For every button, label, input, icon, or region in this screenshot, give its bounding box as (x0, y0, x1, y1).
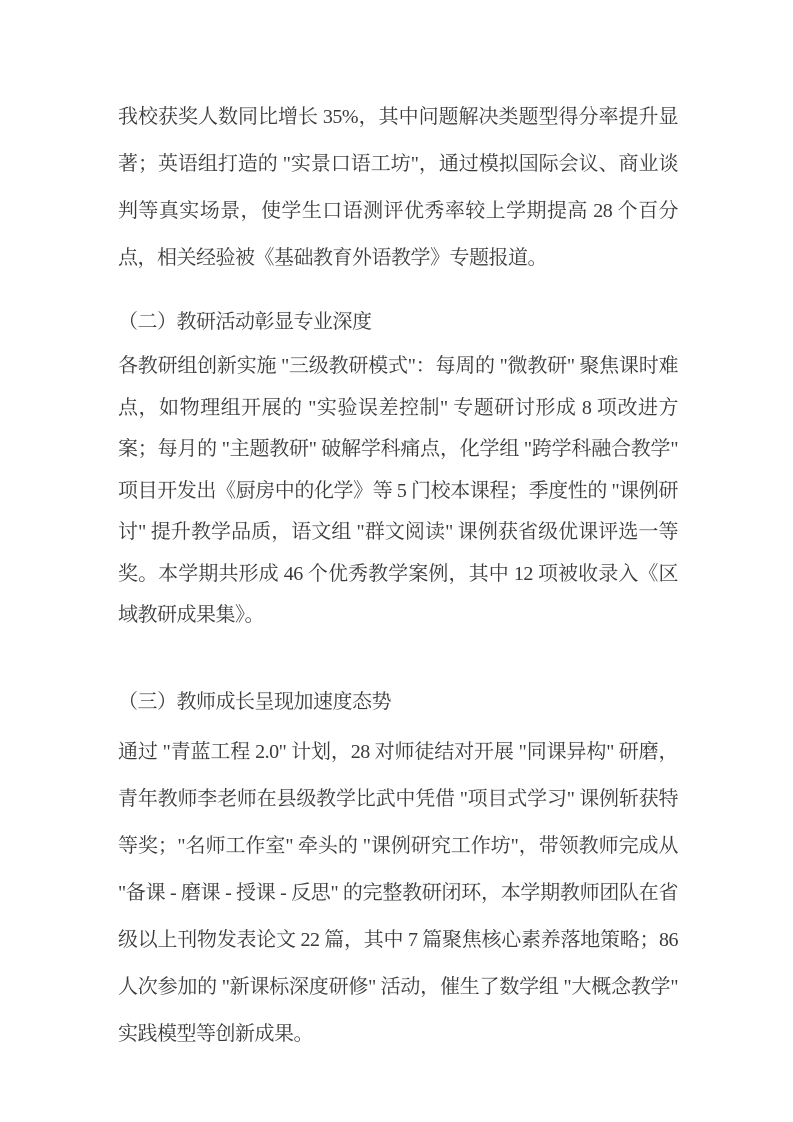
section-3-heading: （三）教师成长呈现加速度态势 (118, 690, 391, 713)
section-3-body: 通过 "青蓝工程 2.0" 计划，28 对师徒结对开展 "同课异构" 研磨，青年教师李老师在县级教学比武中凭借 "项目式学习" 课例斩获特等奖；"名师工作室" 牵头的 "课例研究工作坊"，带领教师完成从 "备课 - 磨课 - 授课 - 反思" 的完整教研闭环，本学期教师团队在省级以上刊物发表论文 22 篇，其中 7 篇聚焦核心素养落地策略；86 人次参加的 "新课标深度研修" 活动，催生了数学组 "大概念教学" 实践模型等创新成果。 (118, 740, 678, 1045)
section-2-body: 各教研组创新实施 "三级教研模式"：每周的 "微教研" 聚焦课时难点，如物理组开展的 "实验误差控制" 专题研讨形成 8 项改进方案；每月的 "主题教研" 破解学科痛点，化学组 "跨学科融合教学" 项目开发出《厨房中的化学》等 5 门校本课程；季度性的 "课例研讨" 提升教学品质，语文组 "群文阅读" 课例获省级优课评选一等奖。本学期共形成 46 个优秀教学案例，其中 12 项被收录入《区域教研成果集》。 (118, 355, 678, 626)
section-2-heading: （二）教研活动彰显专业深度 (118, 311, 372, 333)
intro-paragraph: 我校获奖人数同比增长 35%，其中问题解决类题型得分率提升显著；英语组打造的 "实景口语工坊"，通过模拟国际会议、商业谈判等真实场景，使学生口语测评优秀率较上学期提高 28 个百分点，相关经验被《基础教育外语教学》专题报道。 (118, 106, 678, 269)
